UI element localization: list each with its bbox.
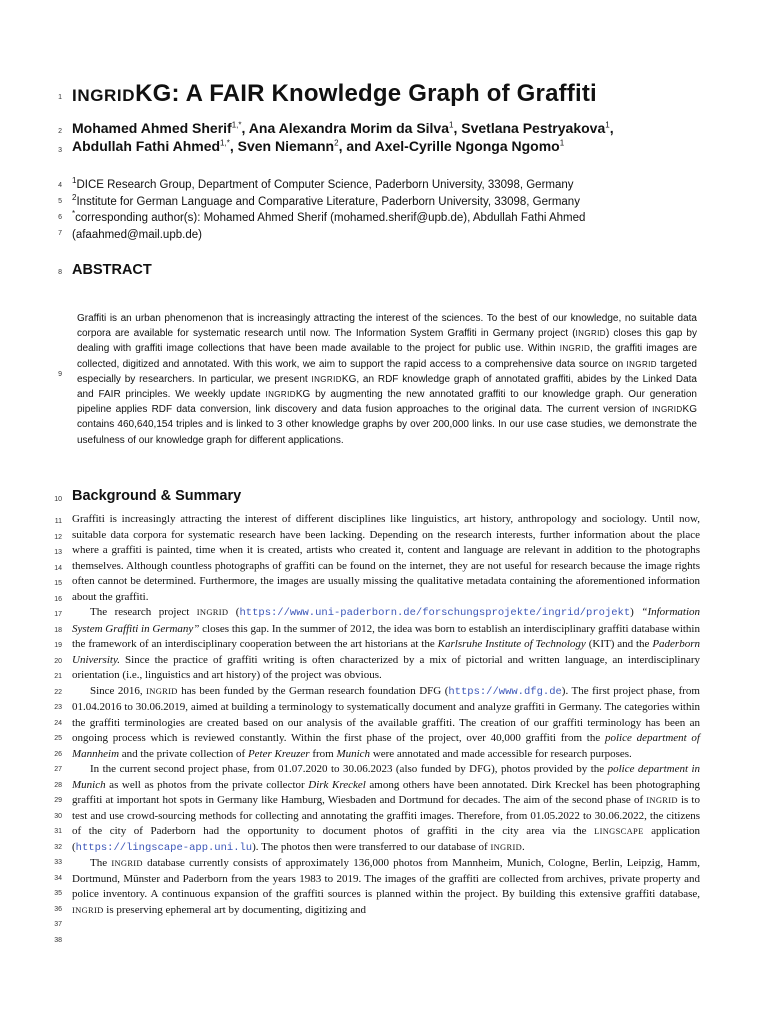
project-link[interactable]: https://www.uni-paderborn.de/forschungsprojekte/ingrid/projekt (239, 607, 631, 619)
line-number: 23 (54, 704, 62, 711)
line-number: 24 (54, 720, 62, 727)
line-number: 2 (58, 128, 62, 135)
author-list (72, 119, 732, 155)
line-number: 4 (58, 182, 62, 189)
author-line: Mohamed Ahmed Sherif$^{1,*}$, Ana Alexandra Morim da Silva$^1$, Svetlana Pestryakova$^1$, (72, 120, 614, 136)
paper-title: INGRIDKG: A FAIR Knowledge Graph of Graffiti (72, 80, 597, 107)
line-number: 10 (54, 496, 62, 503)
abstract-text: Graffiti is an urban phenomenon that is increasingly attracting the interest of the sciences. To the best of our knowledge, no suitable data corpora are available for systematic research until now. The Information System Graffiti in Germany project (INGRID) closes this gap by dealing with graffiti image collections that have been made available to the project for public use. Within INGRID, the graffiti images are collected, digitized and annotated. With this work, we aim to support the rapid access to a comprehensive data source on INGRID targeted especially by researchers. In particular, we present INGRIDKG, an RDF knowledge graph of annotated graffiti, abides by the Linked Data and FAIR principles. We weekly update INGRIDKG by augmenting the new annotated graffiti to our knowledge graph. Our generation pipeline applies RDF data conversion, link discovery and data fusion approaches to the original data. The current version of INGRIDKG contains 460,640,154 triples and is linked to 3 other knowledge graphs by over 200,000 links. In our use case studies, we demonstrate the usefulness of our knowledge graph for different applications. (77, 313, 698, 446)
line-number: 25 (54, 735, 62, 742)
lingscape-link[interactable]: https://lingscape-app.uni.lu (75, 841, 253, 854)
line-number: 35 (54, 890, 62, 897)
line-number: 5 (58, 198, 62, 205)
section-heading-background: Background & Summary (72, 488, 242, 504)
line-number: 17 (54, 611, 62, 618)
paragraph: In the current second project phase, from 01.07.2020 to 30.06.2023 (also funded by DFG), photos provided by the police department in Munich as well as photos from the private collector Dirk Kreckel among others have been annotated. Dirk Kreckel has been photographing graffiti at important hot spots in Germany like Hamburg, Wiesbaden and Dortmund for decades. The aim of the second phase of INGRID is to test and use crowd-sourcing methods for collecting and annotating the graffiti images. Therefore, from 01.05.2022 to 30.06.2022, the citizens of the city of Paderborn had the opportunity to document photos of graffiti in the city area via the LINGSCAPE application (https://lingscape-app.uni.lu). The photos then were transferred to our database of INGRID. (72, 763, 701, 854)
affiliations (72, 177, 732, 243)
paragraph: The research project INGRID (https://www.uni-paderborn.de/forschungsprojekte/ingrid/projekt) “Information System Graffiti in Germany” closes this gap. In the summer of 2012, the idea was born to establish an interdisciplinary graffiti database within the framework of an interdisciplinary cooperation between the art historians at the Karlsruhe Institute of Technology (KIT) and the Paderborn University. Since the practice of graffiti writing is often characterized by a mix of pictorial and written language, an interdisciplinary orientation (i.e., linguistics and art history) of the project was obvious. (72, 606, 701, 681)
line-number: 19 (54, 642, 62, 649)
line-number: 20 (54, 658, 62, 665)
paragraph: Since 2016, INGRID has been funded by the German research foundation DFG (https://www.dfg.de). The first project phase, from 01.04.2016 to 30.06.2019, aimed at building a terminology to systematically document and analyze graffiti in Germany. The categories within the graffiti terminologies are created based on our analysis of the available graffiti. The creation of our graffiti terminology has been an ongoing process which is reviewed constantly. Within the first phase of the project, over 40,000 graffiti from the police department of Mannheim and the private collection of Peter Kreuzer from Munich were annotated and made accessible for research purposes. (72, 684, 700, 760)
line-number: 31 (54, 828, 62, 835)
line-number: 15 (54, 580, 62, 587)
affiliation: $^1$DICE Research Group, Department of Computer Science, Paderborn University, 33098, Germany (72, 176, 574, 191)
line-number: 9 (58, 371, 62, 378)
abstract-heading: ABSTRACT (72, 262, 152, 278)
line-number: 34 (54, 875, 62, 882)
line-number: 16 (54, 596, 62, 603)
line-number: 26 (54, 751, 62, 758)
line-number: 14 (54, 565, 62, 572)
line-number: 30 (54, 813, 62, 820)
line-number: 28 (54, 782, 62, 789)
line-number: 29 (54, 797, 62, 804)
line-number: 33 (54, 859, 62, 866)
line-number: 13 (54, 549, 62, 556)
line-number: 32 (54, 844, 62, 851)
line-number: 7 (58, 230, 62, 237)
line-number: 3 (58, 147, 62, 154)
section-body-background (72, 512, 700, 918)
line-number: 11 (54, 518, 62, 525)
line-number: 8 (58, 269, 62, 276)
line-number: 18 (54, 627, 62, 634)
line-number: 6 (58, 214, 62, 221)
line-number: 21 (54, 673, 62, 680)
line-number: 1 (58, 94, 62, 101)
paragraph: Graffiti is increasingly attracting the interest of different disciplines like linguistics, art history, anthropology and sociology. Until now, suitable data corpora for systematic research have been lacking. Depending on the research interests, further information about the place where a graffiti is painted, time when it is created, artists who created it, content and language are relevant in addition to the photographs themselves. Although countless photographs of graffiti can be found on the internet, they are not useful for research because the image rights often cannot be determined. Furthermore, the images are usually missing the qualitative metadata containing the aforementioned information about the graffiti. (72, 513, 700, 603)
line-number: 36 (54, 906, 62, 913)
dfg-link[interactable]: https://www.dfg.de (448, 685, 562, 698)
author-line: Abdullah Fathi Ahmed$^{1,*}$, Sven Niemann$^2$, and Axel-Cyrille Ngonga Ngomo$^1$ (72, 138, 565, 154)
line-number: 27 (54, 766, 62, 773)
line-number: 37 (54, 921, 62, 928)
line-number: 12 (54, 534, 62, 541)
corresponding-author-email: (afaahmed@mail.upb.de) (72, 228, 202, 241)
corresponding-author: *corresponding author(s): Mohamed Ahmed Sherif (mohamed.sherif@upb.de), Abdullah Fathi Ahmed (72, 209, 586, 224)
paragraph: The INGRID database currently consists of approximately 136,000 photos from Mannheim, Munich, Cologne, Berlin, Leipzig, Hamm, Dortmund, Münster and Paderborn from the years 1983 to 2019. The images of the graffiti are collected from archives, private property and police inventory. A continuous expansion of the graffiti sources is planned within the project. By building this extensive graffiti database, INGRID is preserving ephemeral art by documenting, digitizing and (72, 857, 700, 916)
affiliation: $^2$Institute for German Language and Comparative Literature, Paderborn University, 33098, Germany (72, 192, 580, 208)
line-number: 22 (54, 689, 62, 696)
line-number: 38 (54, 937, 62, 944)
